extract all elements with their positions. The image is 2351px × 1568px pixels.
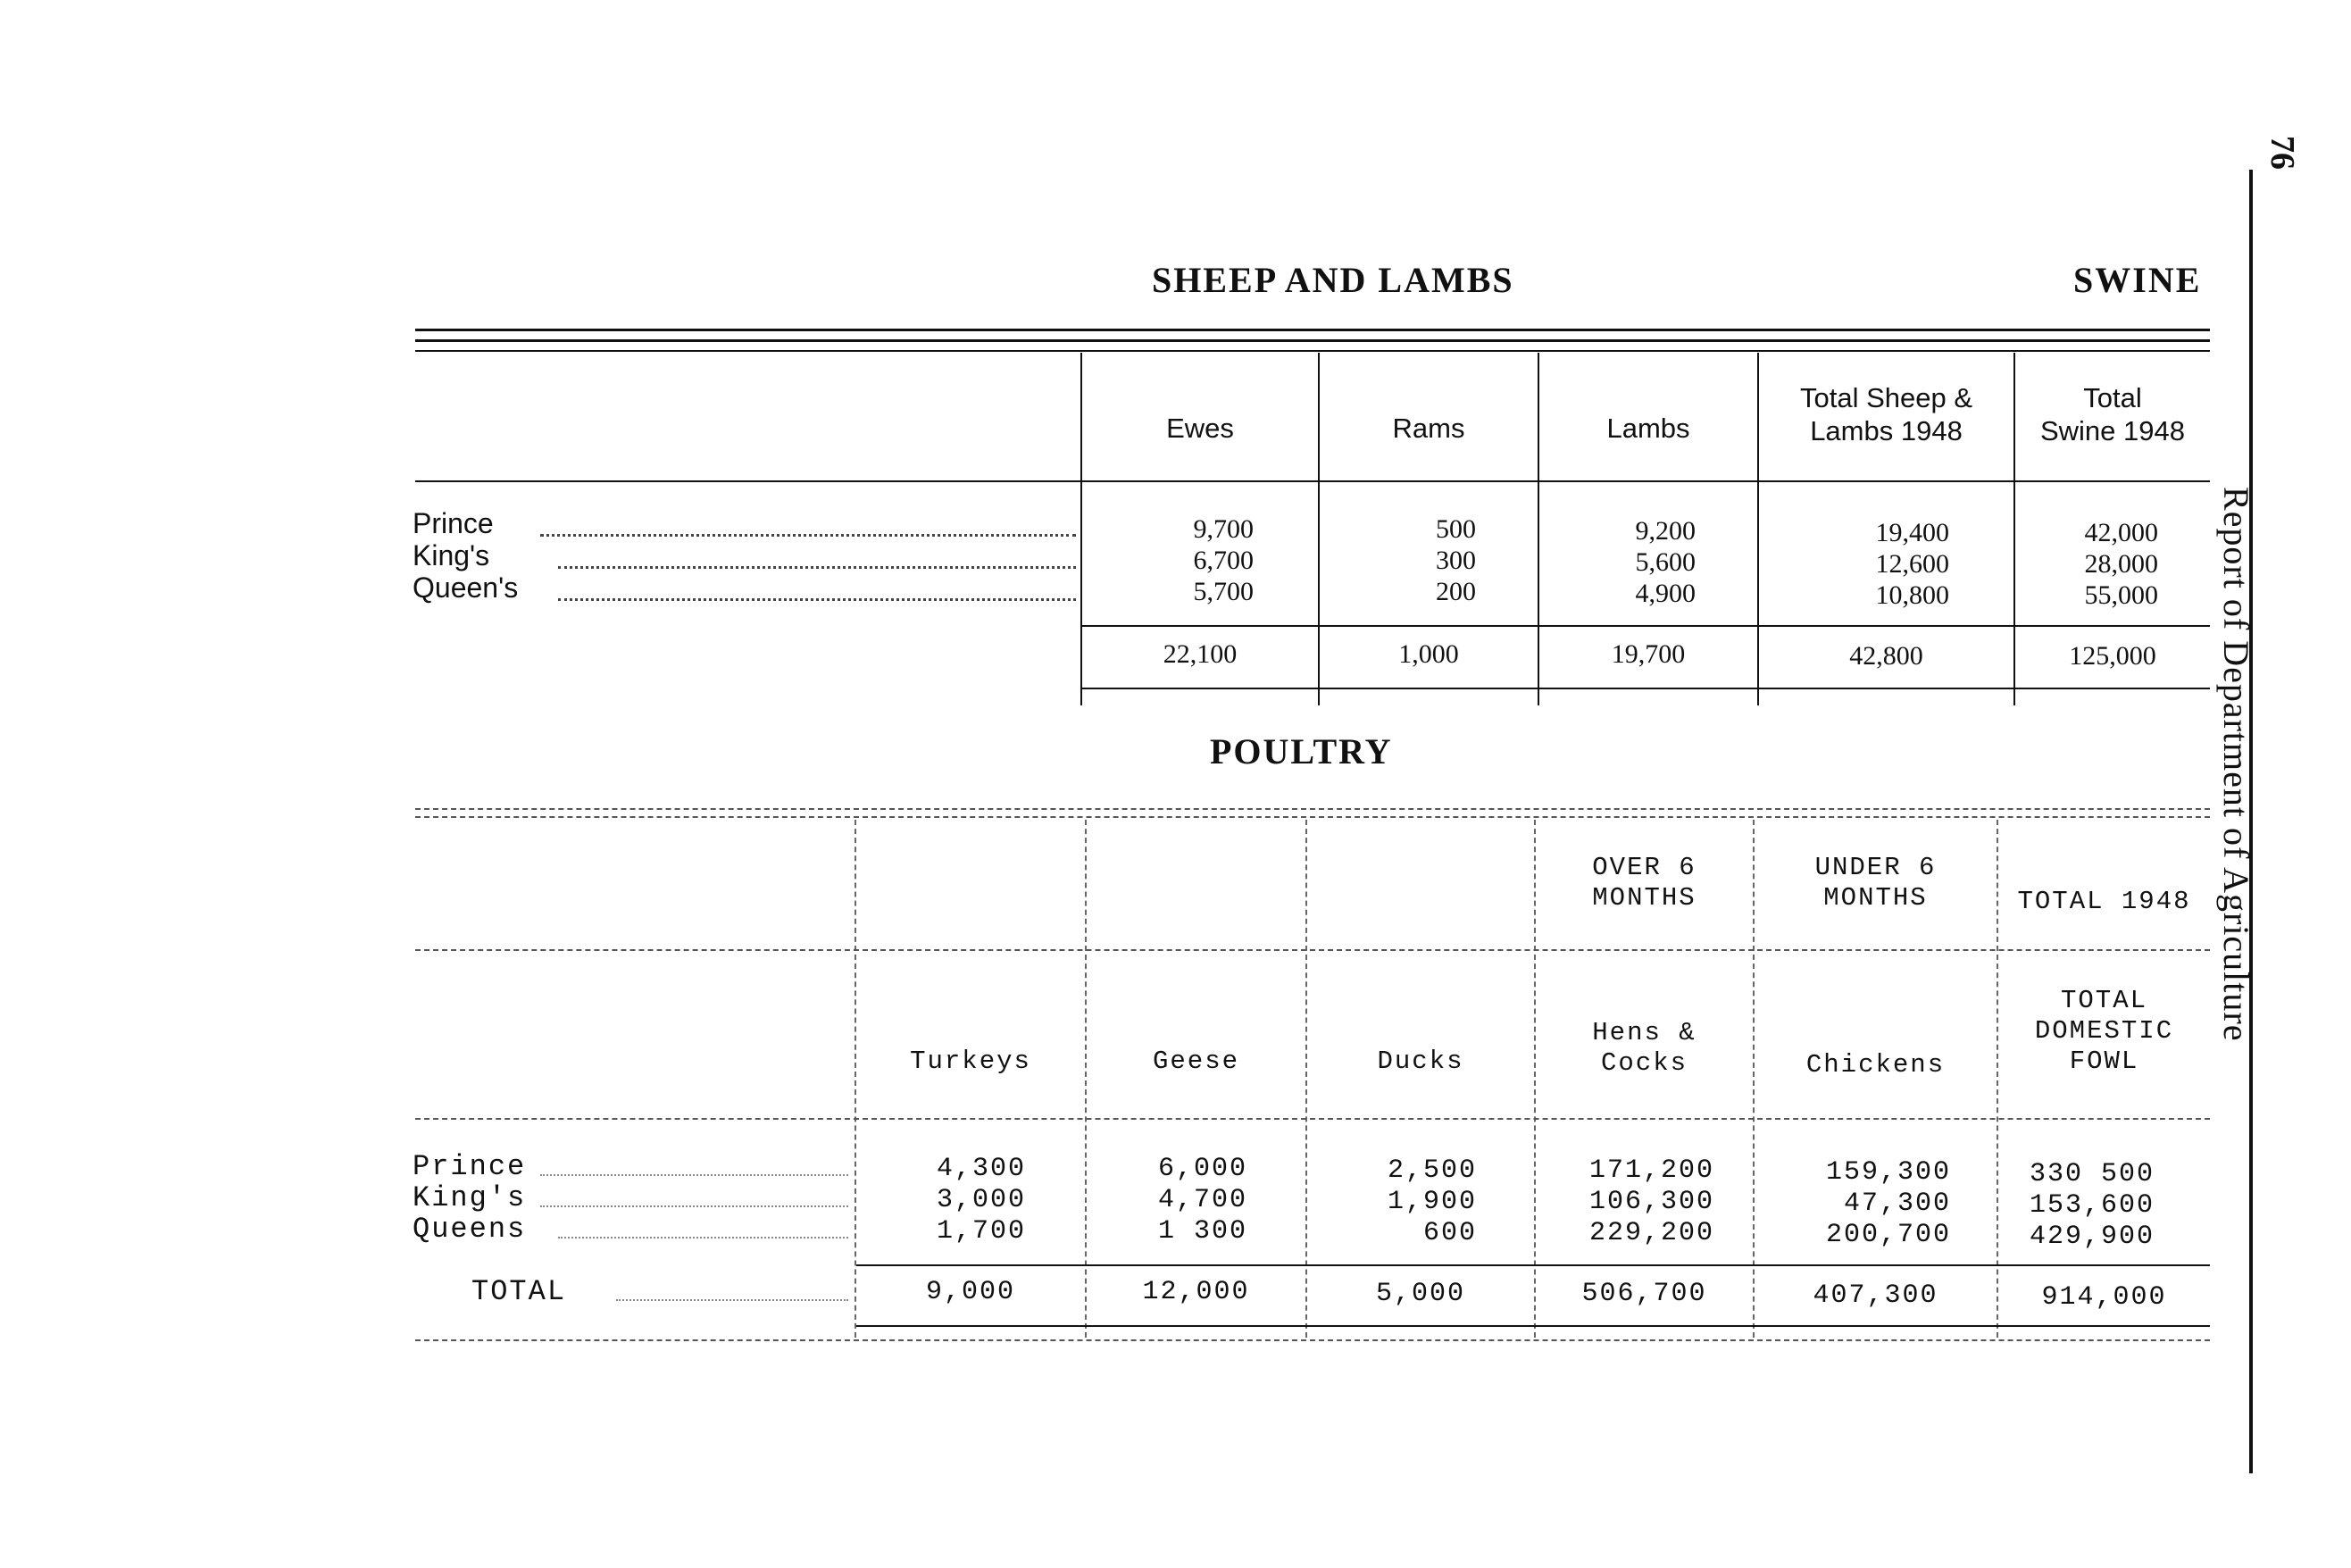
col-header-turkeys: Turkeys (910, 1047, 1031, 1076)
cell-rams: 300 (1436, 546, 1476, 575)
row-label: Queen's (413, 571, 519, 604)
cell-total-sheep: 12,600 (1875, 549, 1949, 579)
total-lambs: 19,700 (1611, 639, 1686, 669)
cell-total-sheep: 19,400 (1875, 518, 1949, 547)
row-label: Prince (413, 1150, 527, 1183)
running-title: Report of Department of Agriculture (2216, 487, 2256, 1042)
row-label: Prince (413, 507, 494, 539)
cell-chickens: 200,700 (1825, 1220, 1951, 1250)
poultry-bottom-rule-2 (415, 1339, 2210, 1341)
col-header-total-domestic-fowl (1998, 986, 2210, 1078)
poultry-top-rule-2 (415, 816, 2210, 818)
total-rams: 1,000 (1398, 639, 1459, 669)
cell-total-domestic-fowl: 429,900 (2029, 1222, 2155, 1252)
total-turkeys: 9,000 (925, 1277, 1015, 1307)
total-total-swine: 125,000 (2069, 641, 2156, 671)
group-header-over-line2: MONTHS (1592, 883, 1697, 913)
col-header-lambs: Lambs (1606, 413, 1690, 444)
col-header-hens-line1: Hens & (1592, 1018, 1697, 1047)
page-number: 76 (2263, 136, 2301, 170)
group-header-under-6-months (1755, 853, 1997, 913)
cell-ewes: 6,700 (1193, 546, 1254, 575)
poultry-bottom-rule (856, 1325, 2210, 1327)
total-ewes: 22,100 (1163, 639, 1238, 669)
col-header-total-swine-line1: Total (2083, 382, 2142, 413)
cell-total-swine: 55,000 (2084, 580, 2158, 610)
group-header-over-6-months (1536, 853, 1753, 913)
total-hens-cocks: 506,700 (1581, 1279, 1707, 1309)
total-domestic-fowl: 914,000 (2041, 1282, 2167, 1313)
total-geese: 12,000 (1142, 1277, 1250, 1307)
sheep-section-title: SHEEP AND LAMBS (1152, 260, 1514, 300)
col-header-rams: Rams (1392, 413, 1465, 444)
col-header-chickens: Chickens (1805, 1050, 1946, 1080)
total-chickens: 407,300 (1813, 1280, 1938, 1311)
col-header-fowl-line2: DOMESTIC (2034, 1016, 2174, 1047)
cell-geese: 4,700 (1157, 1185, 1247, 1215)
row-label: Queens (413, 1213, 527, 1246)
poultry-col-divider (855, 820, 856, 1338)
total-ducks: 5,000 (1375, 1279, 1465, 1309)
group-header-total-1948: TOTAL 1948 (2017, 887, 2191, 916)
col-header-ducks: Ducks (1377, 1047, 1464, 1076)
cell-ducks: 1,900 (1387, 1187, 1477, 1217)
cell-geese: 6,000 (1157, 1154, 1247, 1184)
col-header-ewes: Ewes (1166, 413, 1234, 444)
group-header-under-line1: UNDER 6 (1814, 853, 1937, 882)
cell-total-sheep: 10,800 (1875, 580, 1949, 610)
cell-lambs: 5,600 (1635, 547, 1696, 577)
cell-geese: 1 300 (1157, 1216, 1247, 1247)
cell-total-domestic-fowl: 330 500 (2029, 1159, 2155, 1189)
col-header-total-swine-line2: Swine 1948 (2039, 414, 2185, 446)
cell-ducks: 600 (1422, 1218, 1477, 1248)
sheep-body-rule (415, 480, 2210, 482)
sheep-totals-rule (1082, 625, 2210, 627)
dot-leader (558, 598, 1076, 601)
dot-leader (540, 1205, 848, 1207)
cell-ewes: 9,700 (1193, 514, 1254, 544)
cell-rams: 500 (1436, 514, 1476, 544)
poultry-body-rule (415, 1118, 2210, 1120)
poultry-col-divider (1085, 820, 1087, 1338)
cell-hens-cocks: 106,300 (1588, 1187, 1714, 1217)
total-total-sheep: 42,800 (1849, 641, 1923, 671)
sheep-top-rule-2 (415, 339, 2210, 342)
poultry-section-title: POULTRY (1210, 731, 1393, 771)
sheep-header-rule (415, 350, 2210, 352)
row-label: King's (413, 1181, 527, 1214)
cell-total-swine: 42,000 (2084, 518, 2158, 547)
cell-turkeys: 3,000 (936, 1185, 1026, 1215)
sheep-bottom-rule (1082, 688, 2210, 689)
dot-leader (540, 534, 1076, 537)
col-header-geese: Geese (1152, 1047, 1239, 1076)
cell-lambs: 9,200 (1635, 516, 1696, 546)
cell-ducks: 2,500 (1387, 1155, 1477, 1186)
cell-hens-cocks: 229,200 (1588, 1218, 1714, 1248)
col-header-total-sheep-line1: Total Sheep & (1799, 382, 1973, 413)
cell-turkeys: 1,700 (936, 1216, 1026, 1247)
sheep-top-rule (415, 329, 2210, 331)
group-header-under-line2: MONTHS (1823, 883, 1928, 913)
cell-hens-cocks: 171,200 (1588, 1155, 1714, 1186)
swine-section-title: SWINE (2073, 260, 2202, 300)
col-header-total-swine (2015, 382, 2210, 447)
col-header-fowl-line3: FOWL (2069, 1047, 2139, 1077)
col-header-total-sheep-line2: Lambs 1948 (1810, 414, 1963, 446)
poultry-total-label: TOTAL (471, 1275, 567, 1308)
row-label: King's (413, 539, 490, 571)
dot-leader (540, 1174, 848, 1176)
cell-total-swine: 28,000 (2084, 549, 2158, 579)
dot-leader (616, 1299, 848, 1301)
group-header-over-line1: OVER 6 (1592, 853, 1697, 882)
poultry-col-divider (1305, 820, 1307, 1338)
cell-chickens: 47,300 (1843, 1189, 1951, 1219)
cell-turkeys: 4,300 (936, 1154, 1026, 1184)
cell-total-domestic-fowl: 153,600 (2029, 1190, 2155, 1221)
cell-lambs: 4,900 (1635, 579, 1696, 608)
cell-rams: 200 (1436, 577, 1476, 606)
poultry-totals-rule (856, 1264, 2210, 1266)
cell-ewes: 5,700 (1193, 577, 1254, 606)
col-header-hens-line2: Cocks (1600, 1048, 1688, 1079)
col-header-hens-cocks (1536, 1018, 1753, 1079)
poultry-group-rule (415, 949, 2210, 951)
col-header-total-sheep (1759, 382, 2013, 447)
cell-chickens: 159,300 (1825, 1157, 1951, 1188)
dot-leader (558, 1237, 848, 1239)
poultry-top-rule (415, 808, 2210, 810)
col-header-fowl-line1: TOTAL (2060, 986, 2147, 1015)
dot-leader (558, 566, 1076, 569)
